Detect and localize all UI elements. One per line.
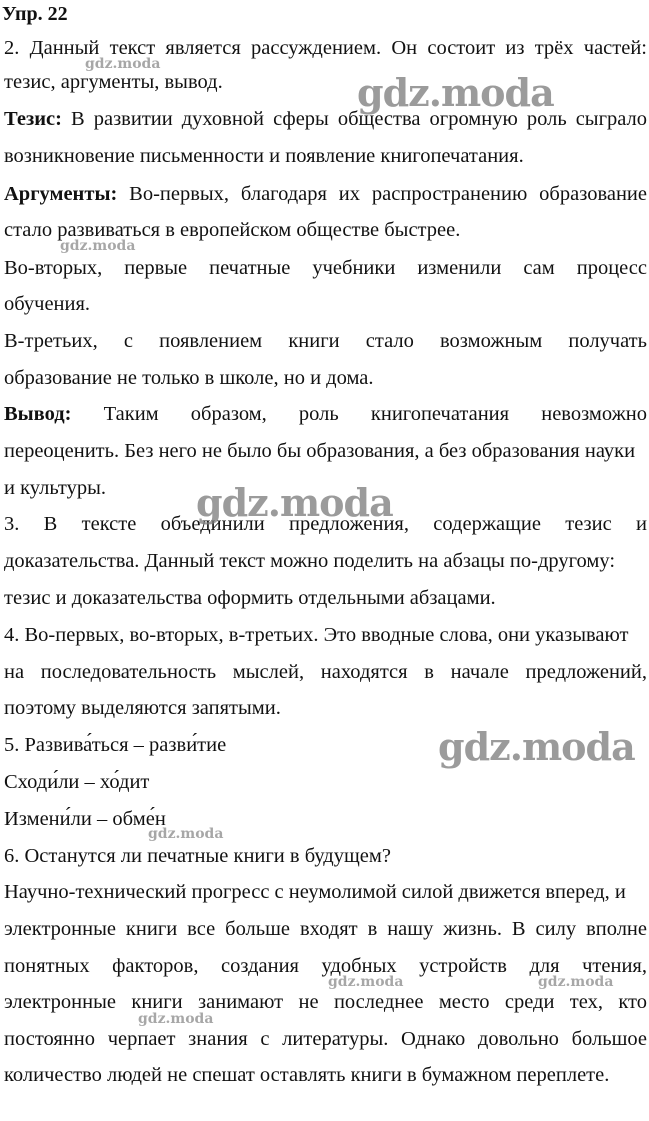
args-line-6: образование не только в школе, но и дома. xyxy=(4,367,374,389)
p2-line-1: 2. Данный текст является рассуждением. Он состоит из трёх частей: xyxy=(4,37,647,59)
p6-line-3: электронные книги все больше входят в нашу жизнь. В силу вполне xyxy=(4,918,647,940)
p4-line-1: 4. Во-первых, во-вторых, в-третьих. Это вводные слова, они указывают xyxy=(4,624,629,646)
conclusion-line-1 xyxy=(4,402,647,426)
watermark-small: gdz.moda xyxy=(328,974,404,990)
watermark-large: gdz.moda xyxy=(357,70,554,115)
p6-line-1: 6. Останутся ли печатные книги в будущем? xyxy=(4,845,391,867)
conclusion-label: Вывод: xyxy=(4,403,72,425)
thesis-text: В развитии духовной сферы общества огромную роль сыграло xyxy=(61,108,647,130)
watermark-small: gdz.moda xyxy=(85,56,161,72)
p5-line-2: Сходи́ли – хо́дит xyxy=(4,771,150,793)
watermark-small: gdz.moda xyxy=(148,826,224,842)
p6-line-5: электронные книги занимают не последнее место среди тех, кто xyxy=(4,991,647,1013)
p2-line-2: тезис, аргументы, вывод. xyxy=(4,71,223,93)
conclusion-line-3: и культуры. xyxy=(4,477,106,499)
p5-line-1: 5. Развива́ться – разви́тие xyxy=(4,734,227,756)
args-line-2: стало развиваться в европейском обществе быстрее. xyxy=(4,219,461,241)
thesis-label: Тезис: xyxy=(4,108,62,130)
p6-line-2: Научно-технический прогресс с неумолимой силой движется вперед, и xyxy=(4,881,626,903)
p6-line-6: постоянно черпает знания с литературы. Однако довольно большое xyxy=(4,1028,647,1050)
p4-line-3: поэтому выделяются запятыми. xyxy=(4,697,281,719)
args-text: Во-первых, благодаря их распространению образование xyxy=(117,183,647,205)
args-label: Аргументы: xyxy=(4,183,118,205)
watermark-small: gdz.moda xyxy=(60,238,136,254)
exercise-title: Упр. 22 xyxy=(2,3,68,25)
watermark-large: gdz.moda xyxy=(196,480,393,525)
args-line-5: В-третьих, с появлением книги стало возможным получать xyxy=(4,330,647,352)
p3-line-3: тезис и доказательства оформить отдельными абзацами. xyxy=(4,587,496,609)
args-line-4: обучения. xyxy=(4,293,91,315)
conclusion-line-2: переоценить. Без него не было бы образования, а без образования науки xyxy=(4,440,636,462)
watermark-small: gdz.moda xyxy=(538,974,614,990)
p6-line-4: понятных факторов, создания удобных устройств для чтения, xyxy=(4,955,647,977)
args-line-1 xyxy=(4,182,647,206)
p6-line-7: количество людей не спешат оставлять книги в бумажном переплете. xyxy=(4,1064,610,1086)
p3-line-1: 3. В тексте объединили предложения, содержащие тезис и xyxy=(4,513,647,535)
watermark-large: gdz.moda xyxy=(438,724,635,769)
thesis-line-2: возникновение письменности и появление книгопечатания. xyxy=(4,145,524,167)
p5-line-3: Измени́ли – обме́н xyxy=(4,808,166,830)
args-line-3: Во-вторых, первые печатные учебники изменили сам процесс xyxy=(4,257,647,279)
watermark-small: gdz.moda xyxy=(138,1011,214,1027)
p4-line-2: на последовательность мыслей, находятся в начале предложений, xyxy=(4,661,647,683)
conclusion-text: Таким образом, роль книгопечатания невозможно xyxy=(71,403,647,425)
p3-line-2: доказательства. Данный текст можно поделить на абзацы по-другому: xyxy=(4,550,616,572)
